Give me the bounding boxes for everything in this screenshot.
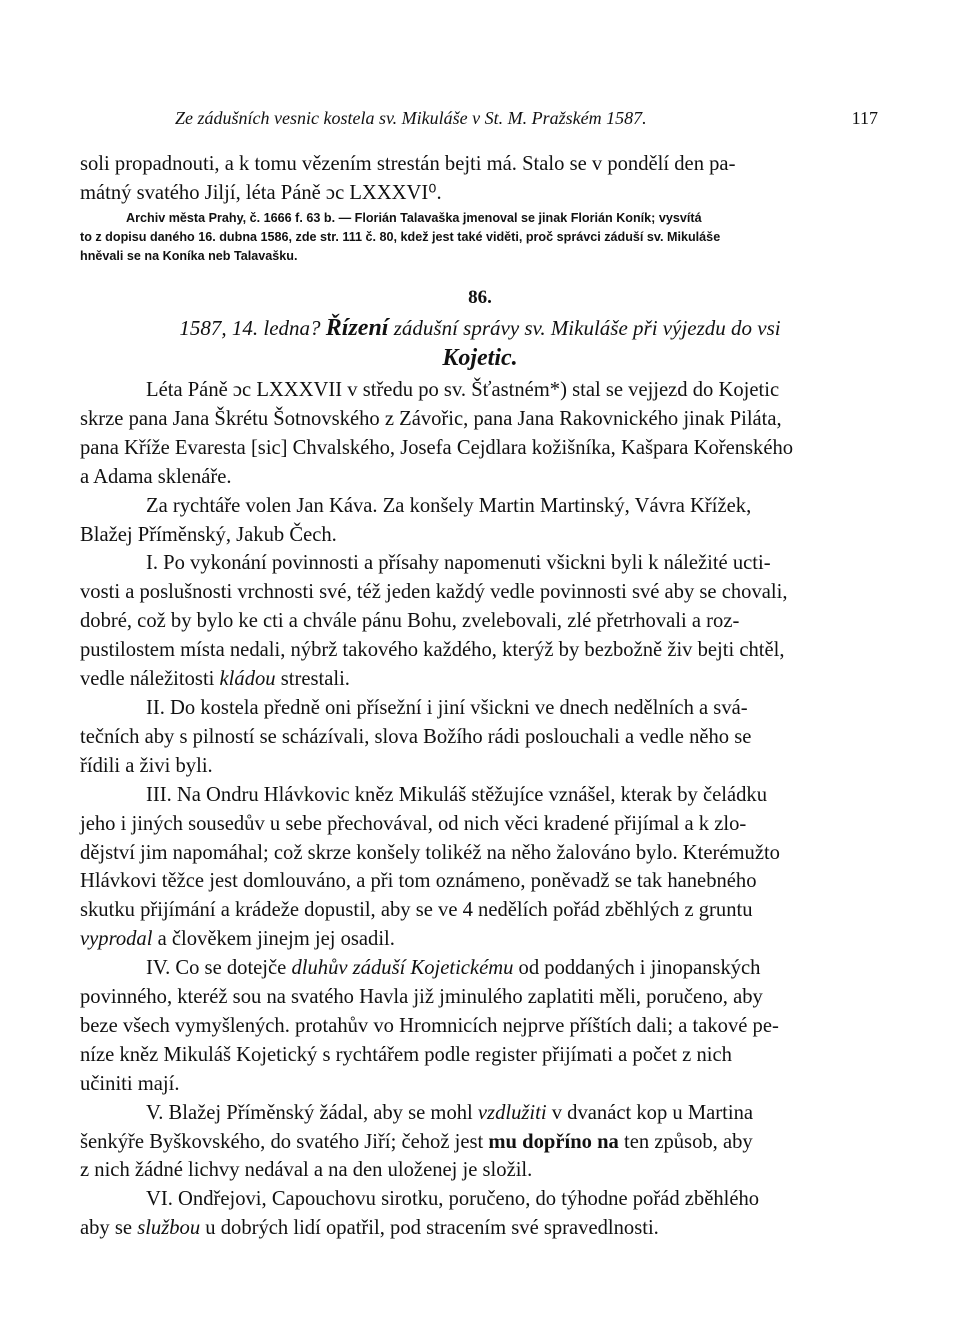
title-date: 1587, 14. ledna?	[179, 316, 321, 340]
text-line: I. Po vykonání povinnosti a přísahy napomenuti všickni byli k náležité ucti-	[146, 552, 771, 575]
text-run: vedle náležitosti	[80, 668, 220, 691]
running-title: Ze zádušních vesnic kostela sv. Mikuláše v St. M. Pražském 1587.	[175, 108, 647, 128]
document-number: 86.	[468, 287, 492, 308]
text-line: III. Na Ondru Hlávkovic kněz Mikuláš stěžujíce vznášel, kterak by čeládku	[146, 783, 768, 806]
italic-word: kládou	[219, 668, 276, 691]
text-line: Za rychtáře volen Jan Káva. Za konšely Martin Martinský, Vávra Křížek,	[146, 494, 752, 517]
text-line: beze všech vymyšlených. protahův vo Hromnicích nejprve příštích dali; a takové pe-	[80, 1014, 779, 1037]
text-run: aby se	[80, 1217, 138, 1240]
note-line: to z dopisu daného 16. dubna 1586, zde str. 111 č. 80, kdež jest také viděti, proč správci záduší sv. Mikuláše	[80, 230, 721, 244]
text-line: skutku přijímání a krádeže dopustil, aby se ve 4 nedělích pořád zběhlých z gruntu	[80, 899, 753, 922]
text-line: dobré, což by bylo ke cti a chvále pánu Bohu, zvelebovali, zlé přetrhovali a roz-	[80, 610, 740, 633]
title-place: Kojetic.	[442, 345, 518, 371]
text-line: učiniti mají.	[80, 1072, 180, 1095]
text-line: mátný svatého Jiljí, léta Páně ɔc LXXXVI⁰.	[80, 181, 442, 204]
title-word: Řízení	[325, 315, 389, 341]
text-line: pustilostem místa nedali, nýbrž takového každého, kterýž by bezbožně živ bejti chtěl,	[80, 639, 785, 662]
note-line: Archiv města Prahy, č. 1666 f. 63 b. — Florián Talavaška jmenoval se jinak Florián Koník; vysvítá	[126, 211, 702, 225]
text-line: jeho i jiných sousedův u sebe přechovával, od nich věci kradené přijímal a k zlo-	[80, 812, 747, 835]
text-line	[80, 665, 880, 694]
title-rest: zádušní správy sv. Mikuláše při výjezdu do vsi	[393, 316, 781, 340]
text-run: u dobrých lidí opatřil, pod stracením své spravedlnosti.	[200, 1217, 659, 1240]
source-note	[80, 209, 880, 266]
text-line: povinného, kteréž sou na svatého Havla již jminulého zaplatiti měli, poručeno, aby	[80, 986, 763, 1009]
running-header	[150, 108, 878, 134]
text-line: a Adama sklenáře.	[80, 465, 232, 488]
italic-phrase: dluhův záduší Kojetickému	[291, 957, 514, 980]
text-line: Blažej Příměnský, Jakub Čech.	[80, 523, 337, 546]
text-line	[80, 1099, 880, 1128]
text-run: IV. Co se dotejče	[146, 957, 292, 980]
text-run: a člověkem jinejm jej osadil.	[152, 928, 395, 951]
text-line: pana Kříže Evaresta [sic] Chvalského, Josefa Cejdlara kožišníka, Kašpara Kořenského	[80, 436, 794, 459]
text-run: V. Blažej Příměnský žádal, aby se mohl	[146, 1101, 478, 1124]
italic-word: vzdlužiti	[477, 1101, 547, 1124]
text-line	[80, 925, 880, 954]
text-run: ten způsob, aby	[618, 1130, 753, 1153]
text-line: soli propadnouti, a k tomu vězením strestán bejti má. Stalo se v pondělí den pa-	[80, 153, 736, 175]
document-body	[80, 376, 880, 1243]
previous-document-ending	[80, 150, 880, 208]
document-title	[80, 313, 880, 373]
text-run: šenkýře Byškovského, do svatého Jiří; čehož jest	[80, 1130, 489, 1153]
note-line: hněvali se na Koníka neb Talavašku.	[80, 249, 298, 263]
text-line: VI. Ondřejovi, Capouchovu sirotku, poručeno, do týhodne pořád zběhlého	[146, 1188, 760, 1211]
italic-word: službou	[137, 1217, 201, 1240]
text-line: z nich žádné lichvy nedával a na den uloženej je složil.	[80, 1159, 533, 1182]
text-line: dějství jim napomáhal; což skrze konšely tolikéž na něho žalováno bylo. Kterémužto	[80, 841, 780, 864]
text-line: níze kněz Mikuláš Kojetický s rychtářem podle register přijímati a počet z nich	[80, 1043, 732, 1066]
italic-word: vyprodal	[80, 928, 153, 951]
text-line: skrze pana Jana Škrétu Šotnovského z Závořic, pana Jana Rakovnického jinak Piláta,	[80, 407, 782, 430]
text-line: Léta Páně ɔc LXXXVII v středu po sv. Šťastném*) stal se vejjezd do Kojetic	[146, 379, 780, 401]
text-line: řídili a živi byli.	[80, 754, 213, 777]
text-line: vosti a poslušnosti vrchnosti své, též jeden každý vedle povinnosti své aby se chovali,	[80, 581, 788, 604]
text-run: od poddaných i jinopanských	[513, 957, 761, 980]
text-line	[80, 1128, 880, 1157]
text-run: v dvanáct kop u Martina	[546, 1101, 754, 1124]
bold-phrase: mu dopříno na	[488, 1130, 619, 1153]
text-line	[80, 954, 880, 983]
page-number: 117	[851, 108, 878, 128]
text-line	[80, 1214, 880, 1243]
text-line: II. Do kostela předně oni přísežní i jiní všickni ve dnech nedělních a svá-	[146, 696, 748, 719]
text-run: strestali.	[275, 668, 350, 691]
text-line: Hlávkovi těžce jest domlouváno, a při tom oznámeno, poněvadž se tak hanebného	[80, 870, 757, 893]
text-line: tečních aby s pilností se scházívali, slova Božího rádi poslouchali a vedle něho se	[80, 725, 752, 748]
